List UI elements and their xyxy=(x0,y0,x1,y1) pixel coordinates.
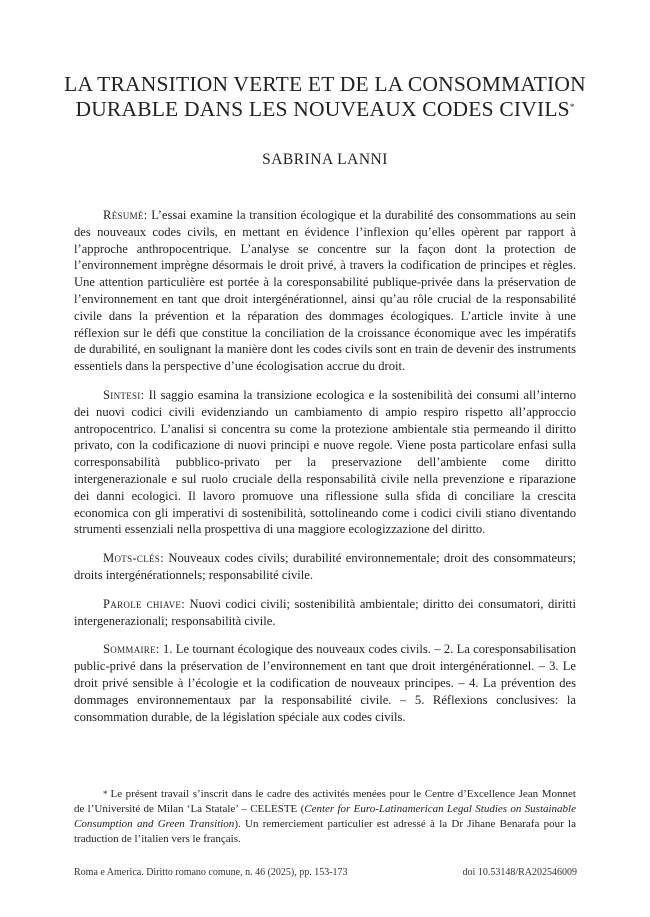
abstract-it xyxy=(74,387,576,538)
keywords-it xyxy=(74,596,576,630)
summary xyxy=(74,641,576,725)
summary-text: 1. Le tournant écologique des nouveaux codes civils. – 2. La coresponsabilisation public-privé dans la préservation de l’environnement en tant que droit intergénérationnel. – 3. Le droit privé sensible à l’écologie et la codification de nouveaux principes. – 4. La prévention des dommages environnementaux par la responsabilité civile. – 5. Réflexions conclusives: la consommation durable, de la législation spéciale aux codes civils. xyxy=(74,642,576,724)
abstract-fr-label: Résumé: xyxy=(103,208,148,222)
page-title xyxy=(60,72,590,122)
journal-citation: Roma e America. Diritto romano comune, n. 46 (2025), pp. 153-173 xyxy=(74,867,348,878)
abstract-fr-text: L’essai examine la transition écologique et la durabilité des consommations au sein des nouveaux codes civils, en mettant en évidence l’inflexion qu’elles opèrent par rapport à l’approche anthropocentrique. L’analyse se concentre sur la façon dont la protection de l’environnement imprègne désormais le droit privé, à travers la codification de principes et règles. Une attention particulière est portée à la coresponsabilité publique-privée dans la préservation de l’environnement en tant que droit intergénérationnel, ainsi qu’au rôle crucial de la responsabilité civile dans la prévention et la réparation des dommages écologiques. L’article invite à une réflexion sur le défi que constitue la conciliation de la croissance économique avec les impératifs de durabilité, en soulignant la manière dont les codes civils sont en train de devenir des instruments essentiels dans la perspective d’une écologisation accrue du droit. xyxy=(74,208,576,374)
keywords-it-text: Nuovi codici civili; sostenibilità ambientale; diritto dei consumatori, diritti intergenerazionali; responsabilità civile. xyxy=(74,596,576,628)
footnote-mark: * xyxy=(103,789,108,799)
keywords-it-label: Parole chiave: xyxy=(103,596,185,611)
title-footnote-mark: * xyxy=(569,102,575,112)
footnote xyxy=(74,787,576,847)
abstract-fr xyxy=(74,207,576,375)
author-name: SABRINA LANNI xyxy=(262,151,388,168)
footnote-italic-title: Center for Euro-Latinamerican Legal Studies on Sustainable Consumption and Green Transition xyxy=(74,803,576,830)
abstract-it-text: Il saggio esamina la transizione ecologica e la sostenibilità dei consumi all’interno dei nuovi codici civili evidenziando un cambiamento di ampio respiro rispetto all’approccio antropocentrico. L’analisi si concentra su come la protezione ambientale stia permeando il diritto privato, con la codificazione di nuovi principi e nuove regole. Viene posta particolare enfasi sulla corresponsabilità pubblico-privato per la preservazione dell’ambiente come diritto intergenerazionale e sul ruolo cruciale della responsabilità civile nella prevenzione e riparazione dei danni ecologici. Il lavoro promuove una riflessione sulla sfida di conciliare la crescita economica con gli imperativi di sostenibilità, sottolineando come i codici civili stiano diventando strumenti essenziali nella prospettiva di una maggiore ecologizzazione del diritto. xyxy=(74,387,576,537)
abstract-section xyxy=(74,207,576,737)
keywords-fr xyxy=(74,550,576,584)
doi-reference: doi 10.53148/RA202546009 xyxy=(462,867,577,878)
summary-label: Sommaire: xyxy=(103,642,160,657)
footnote-text-after: ). Un remerciement particulier est adressé à la Dr Jihane Benarafa pour la traduction de l’italien vers le français. xyxy=(74,818,576,845)
keywords-fr-text: Nouveaux codes civils; durabilité environnementale; droit des consommateurs; droits intergénérationnels; responsabilité civile. xyxy=(74,551,576,582)
abstract-it-label: Sintesi: xyxy=(103,387,145,402)
title-text: LA TRANSITION VERTE ET DE LA CONSOMMATION DURABLE DANS LES NOUVEAUX CODES CIVILS xyxy=(64,72,586,121)
keywords-fr-label: Mots-clés: xyxy=(103,551,164,566)
footnote-text-before: Le présent travail s’inscrit dans le cadre des activités menées pour le Centre d’Excellence Jean Monnet de l’Université de Milan ‘La Statale’ – CELESTE ( xyxy=(74,788,576,815)
